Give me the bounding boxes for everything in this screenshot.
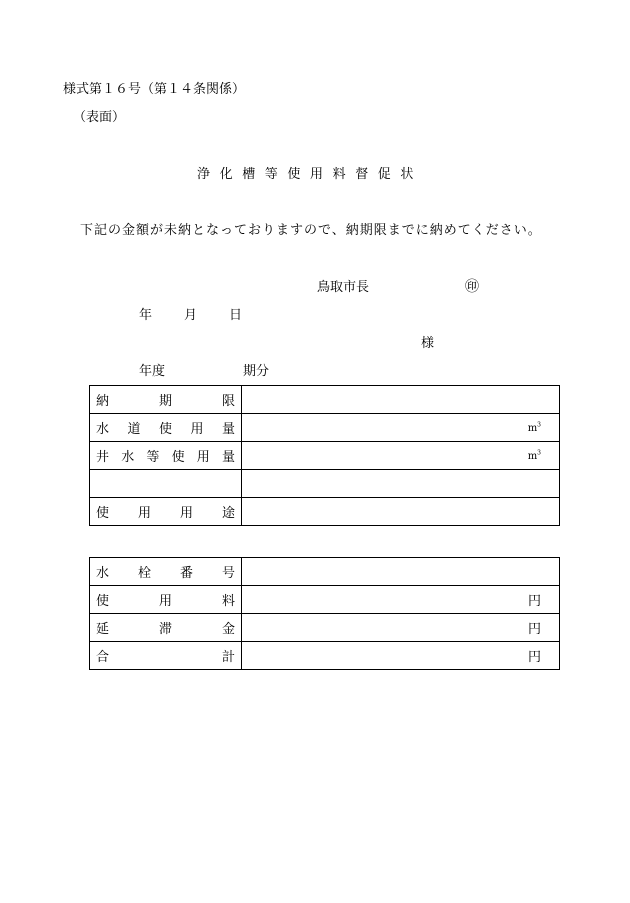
billing-info-row	[90, 470, 560, 498]
billing-info-row	[90, 386, 560, 414]
row-label	[90, 442, 242, 470]
row-label-text	[96, 390, 235, 409]
label-char: 計	[221, 650, 235, 665]
row-value	[242, 470, 560, 498]
unit-label: $m^3$	[527, 421, 541, 434]
label-char: 量	[221, 450, 235, 465]
row-value	[242, 614, 560, 642]
amount-table	[89, 557, 560, 670]
label-char: 用	[158, 594, 172, 609]
label-char: 用	[137, 506, 151, 521]
row-label	[90, 558, 242, 586]
row-label	[90, 470, 242, 498]
amount-row	[90, 558, 560, 586]
label-char: 水	[96, 422, 110, 437]
label-char: 使	[171, 450, 185, 465]
billing-info-row	[90, 498, 560, 526]
label-char: 井	[96, 450, 110, 465]
label-char: 水	[96, 566, 110, 581]
amount-row	[90, 642, 560, 670]
label-char: 金	[221, 622, 235, 637]
label-char: 料	[221, 594, 235, 609]
row-value	[242, 442, 560, 470]
amount-row	[90, 586, 560, 614]
label-char: 延	[96, 622, 110, 637]
label-char: 用	[196, 450, 210, 465]
row-label	[90, 386, 242, 414]
label-char: 途	[221, 506, 235, 521]
label-char: 限	[221, 394, 235, 409]
label-char: 番	[179, 566, 193, 581]
label-char: 使	[96, 506, 110, 521]
body-text: 下記の金額が未納となっておりますので、納期限までに納めてください。	[80, 223, 542, 238]
unit-superscript: 3	[537, 421, 541, 429]
label-char: 滞	[158, 622, 172, 637]
side-label: （表面）	[73, 110, 126, 125]
billing-info-table	[89, 385, 560, 526]
recipient-suffix: 様	[421, 336, 435, 351]
unit-label: $m^3$	[527, 449, 541, 462]
unit-label: 円	[527, 650, 541, 665]
label-char: 水	[121, 450, 135, 465]
label-char: 使	[158, 422, 172, 437]
unit-label: 円	[527, 622, 541, 637]
billing-info-row	[90, 414, 560, 442]
date-day: 日	[229, 308, 243, 323]
row-value	[242, 386, 560, 414]
row-label-text	[96, 618, 235, 637]
row-value	[242, 586, 560, 614]
installment-label: 期分	[243, 364, 270, 379]
row-label-text	[96, 502, 235, 521]
label-char: 合	[96, 650, 110, 665]
row-label	[90, 614, 242, 642]
page-title	[197, 168, 423, 181]
label-char: 号	[221, 566, 235, 581]
row-label-text	[96, 446, 235, 465]
label-char: 用	[190, 422, 204, 437]
label-char: 使	[96, 594, 110, 609]
row-label-text	[96, 590, 235, 609]
page-title-text: 浄化槽等使用料督促状	[197, 167, 424, 182]
row-label-text	[96, 646, 235, 665]
label-char: 用	[179, 506, 193, 521]
row-value	[242, 498, 560, 526]
label-char: 納	[96, 394, 110, 409]
date-month: 月	[184, 308, 198, 323]
fiscal-year-label: 年度	[139, 364, 166, 379]
label-char: 道	[127, 422, 141, 437]
row-label	[90, 498, 242, 526]
label-char: 量	[221, 422, 235, 437]
row-label	[90, 586, 242, 614]
label-char: 栓	[137, 566, 151, 581]
row-label	[90, 642, 242, 670]
date-year: 年	[139, 308, 153, 323]
amount-row	[90, 614, 560, 642]
row-value	[242, 642, 560, 670]
row-label-text	[96, 418, 235, 437]
row-value	[242, 414, 560, 442]
unit-superscript: 3	[537, 449, 541, 457]
row-value	[242, 558, 560, 586]
unit-label: 円	[527, 594, 541, 609]
seal-mark: ㊞	[465, 279, 479, 295]
issuer-name: 鳥取市長	[317, 280, 370, 295]
row-label	[90, 414, 242, 442]
row-label-text	[96, 562, 235, 581]
billing-info-row	[90, 442, 560, 470]
form-number: 様式第１６号（第１４条関係）	[63, 82, 246, 97]
label-char: 期	[158, 394, 172, 409]
label-char: 等	[146, 450, 160, 465]
